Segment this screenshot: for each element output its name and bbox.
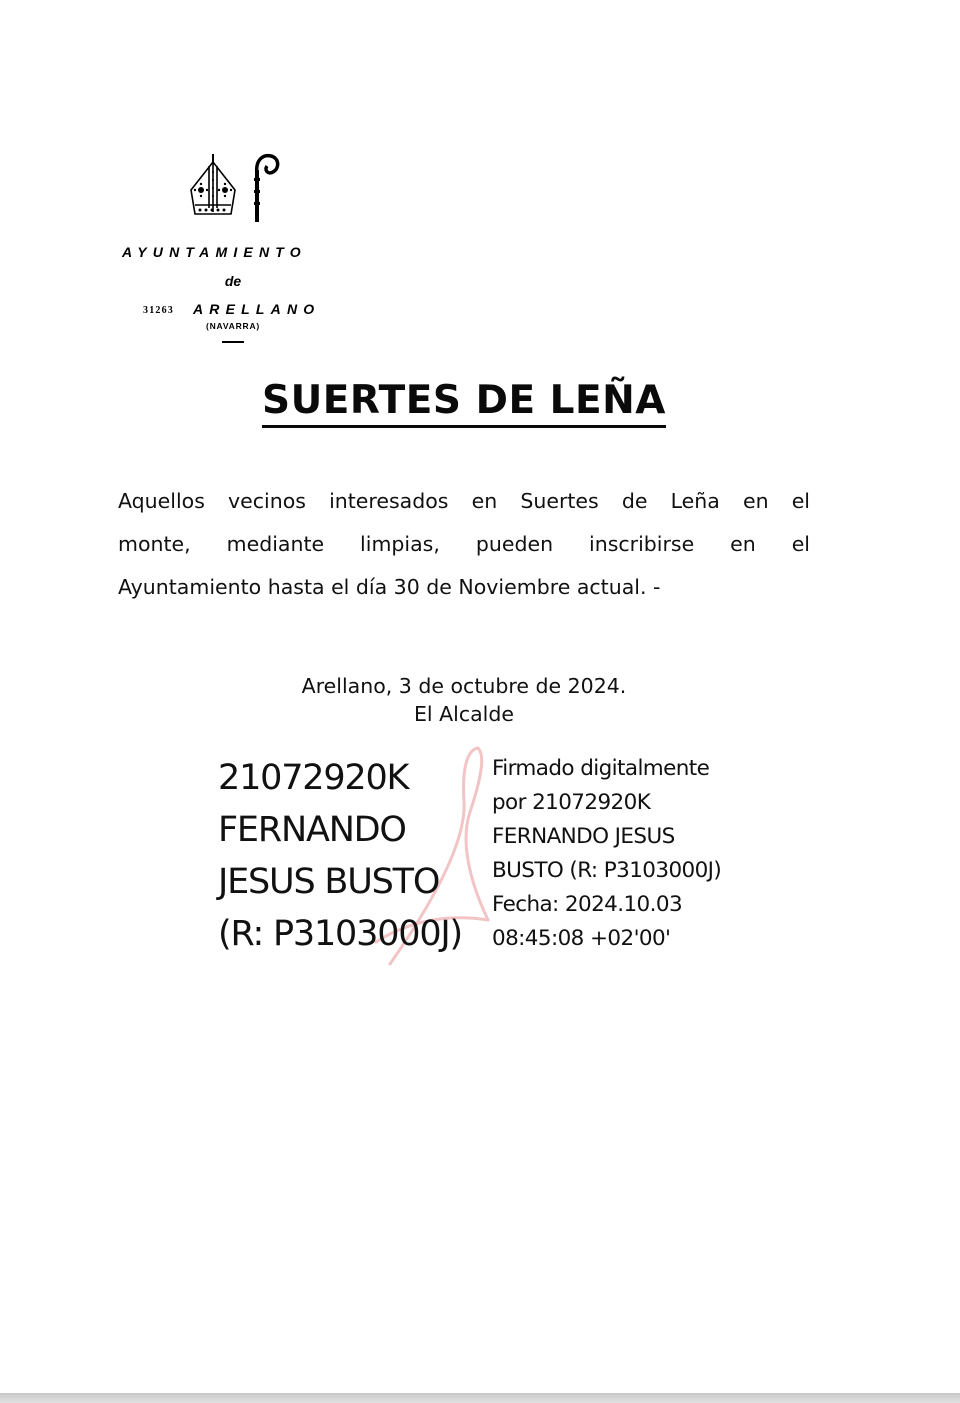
notice-body-line: Ayuntamiento hasta el día 30 de Noviembre actual. - <box>118 575 661 599</box>
signature-name-line: FERNANDO <box>218 810 406 850</box>
letterhead-region: (NAVARRA) <box>205 321 261 331</box>
letterhead-divider <box>222 341 244 343</box>
signature-detail-line: Firmado digitalmente <box>492 756 710 781</box>
document-title: SUERTES DE LEÑA <box>262 378 666 428</box>
place-date: Arellano, 3 de octubre de 2024. <box>301 674 627 698</box>
letterhead-town: ARELLANO <box>193 301 321 317</box>
letterhead-connector: de <box>224 273 242 289</box>
mitre-and-crosier-crest-icon <box>185 150 285 225</box>
signature-detail-line: 08:45:08 +02'00' <box>492 926 671 951</box>
signature-detail-line: Fecha: 2024.10.03 <box>492 892 683 917</box>
signature-detail-line: por 21072920K <box>492 790 651 815</box>
notice-body-line: monte, mediante limpias, pueden inscribirse en el <box>118 532 810 556</box>
notice-body-line: Aquellos vecinos interesados en Suertes de Leña en el <box>118 489 810 513</box>
notice-body <box>118 480 810 609</box>
signature-name <box>218 752 462 960</box>
page-bottom-edge <box>0 1393 960 1403</box>
signature-details <box>492 752 721 956</box>
signature-name-line: JESUS BUSTO <box>218 862 440 902</box>
signer-role: El Alcalde <box>413 702 515 726</box>
document-title-wrapper <box>0 378 928 428</box>
signature-detail-line: FERNANDO JESUS <box>492 824 675 849</box>
letterhead-postal-code: 31263 <box>143 305 174 316</box>
signature-name-line: 21072920K <box>218 758 409 798</box>
place-and-date-block <box>0 672 928 728</box>
letterhead-institution: AYUNTAMIENTO <box>122 244 307 260</box>
signature-detail-line: BUSTO (R: P3103000J) <box>492 858 722 883</box>
signature-name-line: (R: P3103000J) <box>218 914 462 954</box>
